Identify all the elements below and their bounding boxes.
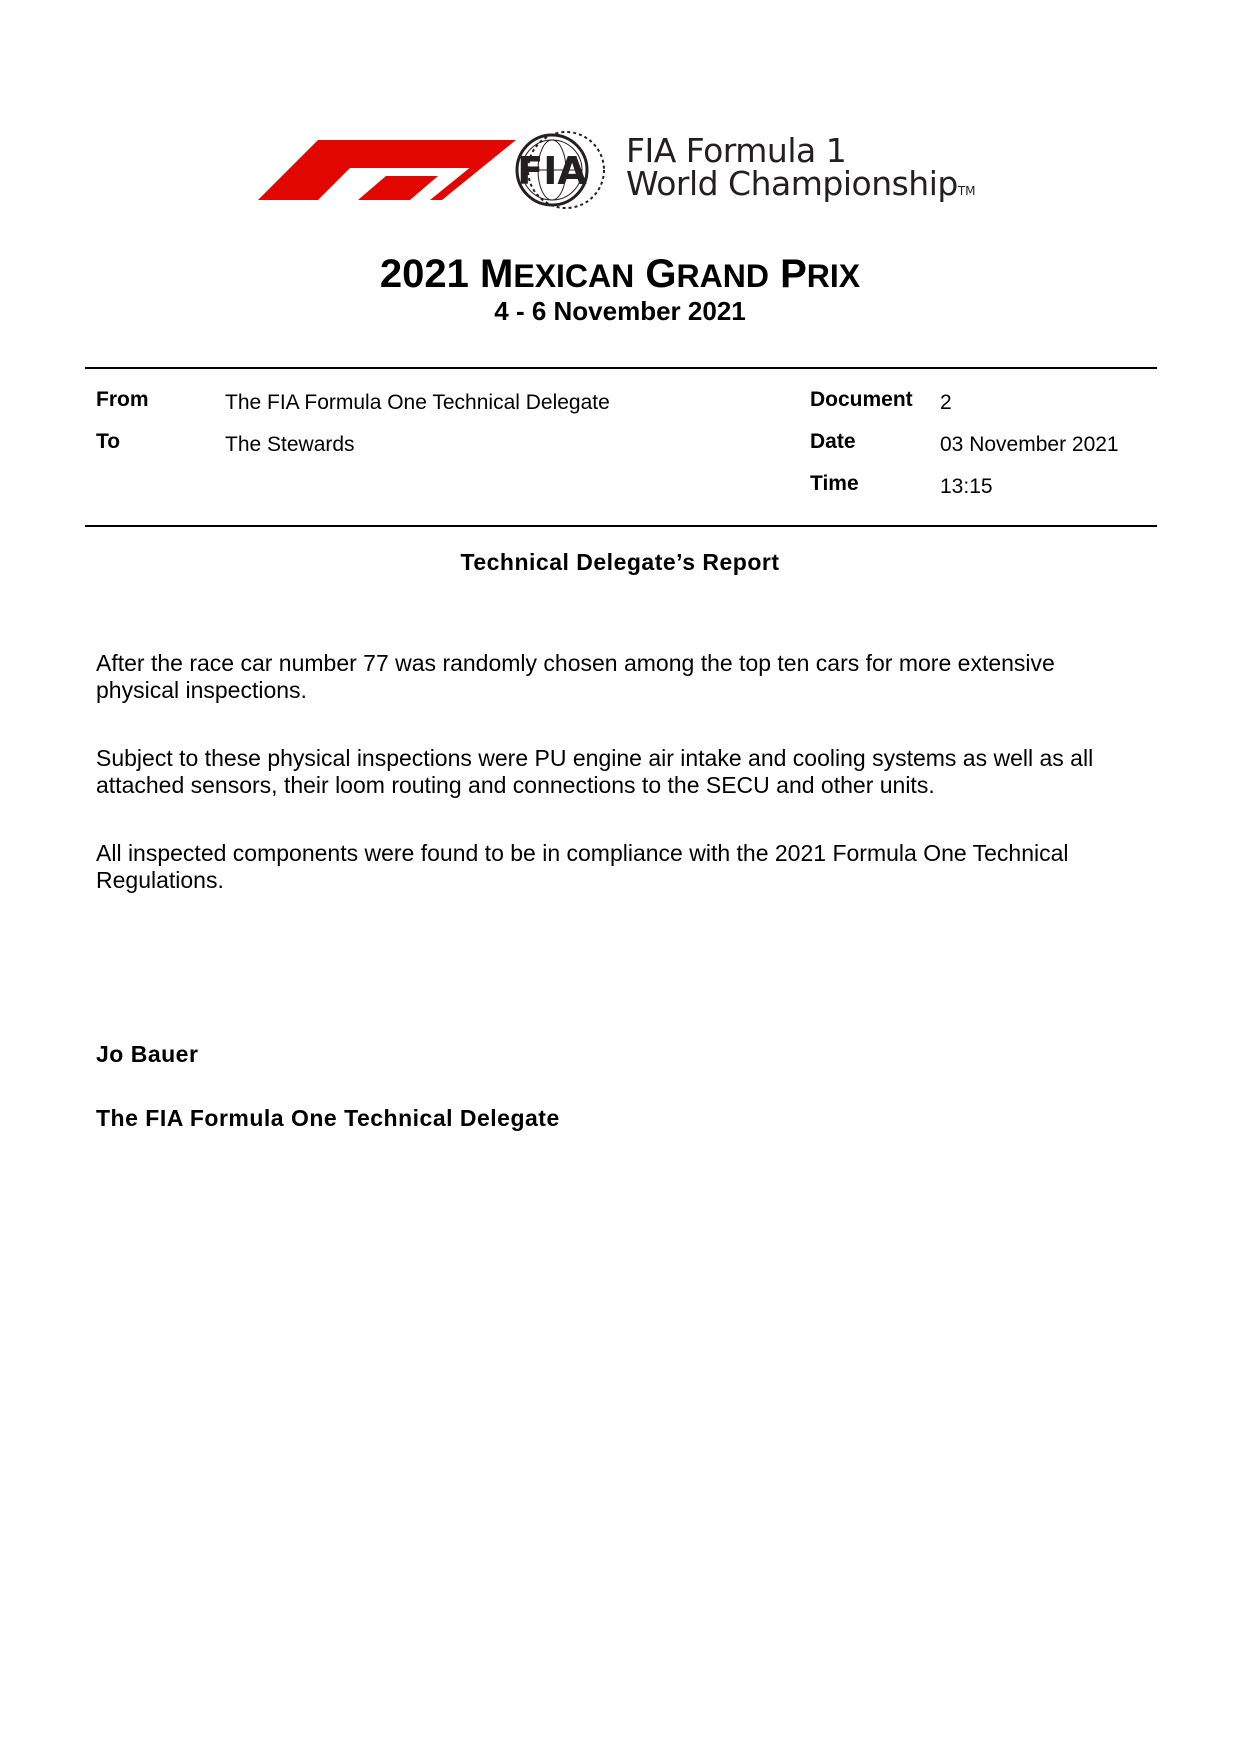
document-value: 2 — [940, 391, 952, 414]
to-value: The Stewards — [225, 433, 355, 456]
wordmark-line1: FIA Formula 1 — [626, 131, 847, 170]
date-value: 03 November 2021 — [940, 433, 1119, 456]
report-paragraph: All inspected components were found to be in compliance with the 2021 Formula One Technical Regulations. — [96, 840, 1069, 893]
from-value: The FIA Formula One Technical Delegate — [225, 391, 610, 414]
title-word-rest: RAND — [676, 258, 769, 294]
from-label: From — [96, 388, 149, 411]
header-top-rule — [85, 367, 1157, 369]
report-paragraph: After the race car number 77 was randomly chosen among the top ten cars for more extensive physical inspections. — [96, 650, 1055, 703]
document-label: Document — [810, 388, 913, 411]
wordmark-line2-text: World Championship — [626, 164, 958, 203]
fia-emblem-text: FIA — [517, 149, 587, 193]
time-label: Time — [810, 472, 859, 495]
title-word-rest: EXICAN — [513, 258, 635, 294]
signatory-name: Jo Bauer — [96, 1041, 199, 1067]
header-bottom-rule — [85, 525, 1157, 527]
trademark-mark: TM — [957, 184, 976, 198]
title-word-initial: G — [645, 252, 677, 296]
title-word-rest: RIX — [806, 258, 861, 294]
championship-wordmark — [626, 131, 976, 208]
date-label: Date — [810, 430, 856, 453]
title-word-initial: P — [780, 252, 807, 296]
event-dates: 4 - 6 November 2021 — [494, 296, 746, 326]
to-label: To — [96, 430, 121, 453]
f1-fia-logo — [258, 130, 1018, 210]
event-year: 2021 — [379, 252, 469, 296]
report-paragraph: Subject to these physical inspections were PU engine air intake and cooling systems as well as all attached sensors, their loom routing and connections to the SECU and other units. — [96, 745, 1094, 798]
wordmark-line2 — [626, 164, 976, 208]
time-value: 13:15 — [940, 475, 993, 498]
f1-logo-icon — [258, 130, 618, 210]
signatory-role: The FIA Formula One Technical Delegate — [96, 1105, 560, 1131]
title-word-initial: M — [480, 252, 514, 296]
report-title: Technical Delegate’s Report — [460, 549, 780, 575]
event-title — [0, 250, 1240, 300]
